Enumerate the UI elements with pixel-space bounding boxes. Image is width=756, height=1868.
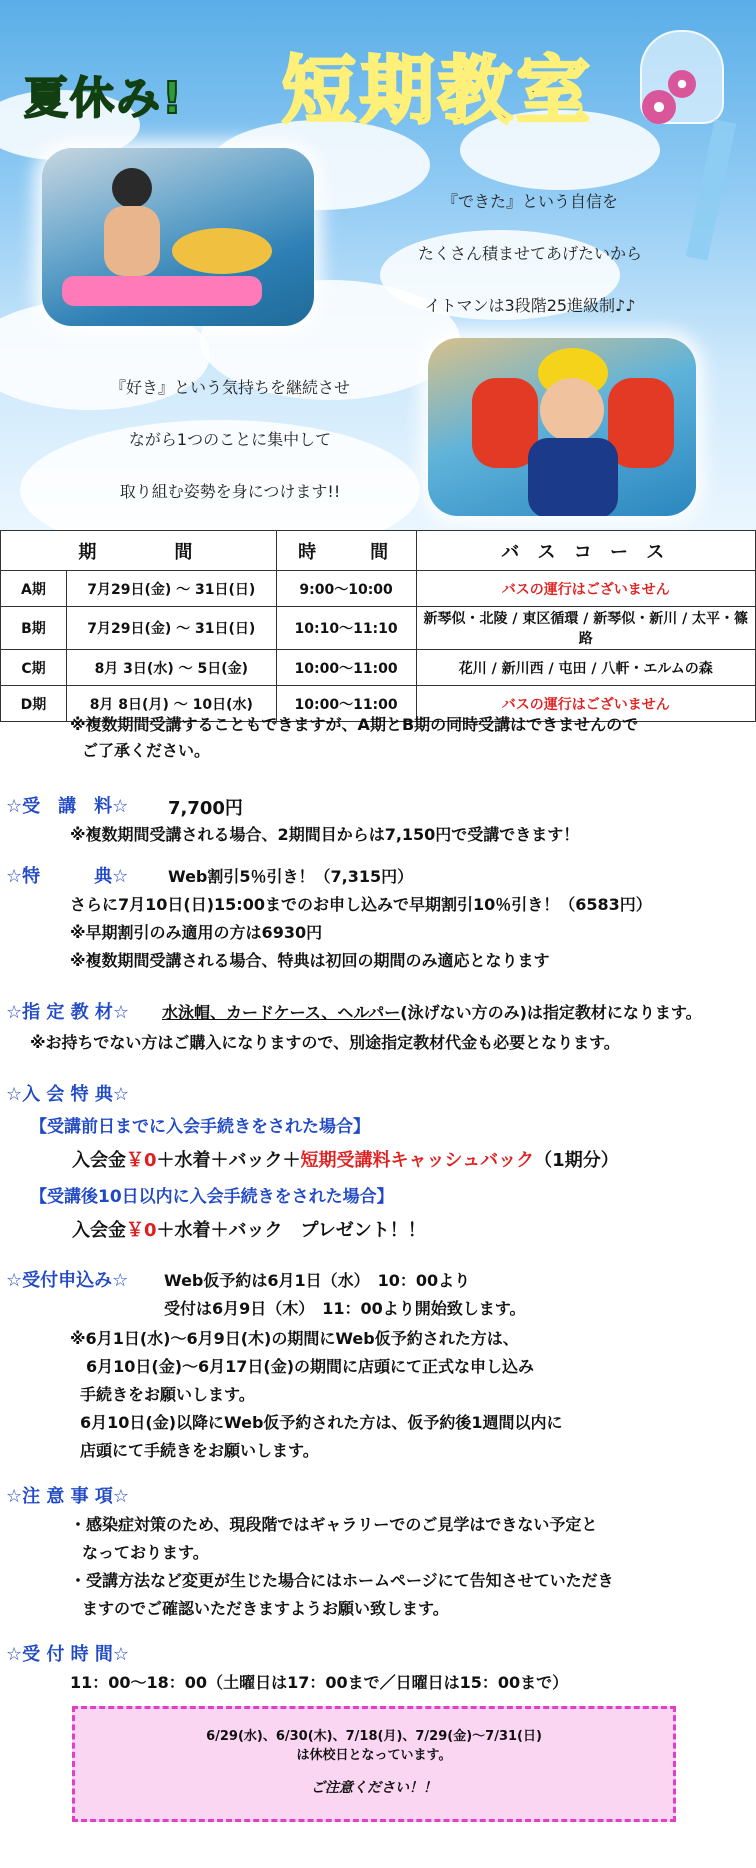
apply-detail: ※6月1日(水)～6月9日(木)の期間にWeb仮予約された方は、	[70, 1329, 519, 1348]
apply-detail: 6月10日(金)以降にWeb仮予約された方は、仮予約後1週間以内に	[80, 1413, 563, 1432]
row-time: 10:00～11:00	[276, 650, 416, 686]
bonus-label: ☆特 典☆	[6, 866, 129, 887]
table-row	[1, 650, 756, 686]
wind-chime-strip	[686, 119, 737, 261]
row-label: B期	[1, 607, 67, 650]
photo-kids-pool	[42, 148, 314, 326]
materials-items: 水泳帽、カードケース、ヘルパー	[162, 1003, 401, 1022]
caution-label: ☆注 意 事 項☆	[6, 1486, 130, 1507]
caution-line: ますのでご確認いただきますようお願い致します。	[82, 1599, 449, 1618]
apply-line: Web仮予約は6月1日（水） 10：00より	[164, 1271, 471, 1290]
header-bus: バ ス コ ー ス	[416, 531, 755, 571]
apply-detail: 手続きをお願いします。	[80, 1385, 255, 1404]
row-bus: バスの運行はございません	[416, 686, 755, 722]
join-case1: 【受講前日までに入会手続きをされた場合】	[30, 1117, 370, 1137]
morning-glory-icon	[668, 70, 696, 98]
join-zero: ￥0	[126, 1150, 157, 1171]
catchcopy-line: 『好き』という気持ちを継続させ	[109, 378, 350, 397]
catchcopy-line: 取り組む姿勢を身につけます!!	[119, 482, 341, 501]
notice-caution: ご注意ください！！	[311, 1780, 437, 1796]
join-text: 入会金	[72, 1150, 126, 1171]
photo-child-armbands	[428, 338, 696, 516]
bonus-line: さらに7月10日(日)15:00までのお申し込みで早期割引10％引き！（6583円）	[70, 895, 652, 914]
apply-detail: 6月10日(金)～6月17日(金)の期間に店頭にて正式な申し込み	[86, 1357, 535, 1376]
row-bus: 新琴似・北陵 / 東区循環 / 新琴似・新川 / 太平・篠路	[416, 607, 755, 650]
caution-line: なっております。	[82, 1543, 209, 1562]
table-header-row	[1, 531, 756, 571]
join-case1-detail	[72, 1146, 619, 1172]
row-label: C期	[1, 650, 67, 686]
join-text: ＋水着＋バック プレゼント！！	[156, 1220, 426, 1241]
schedule-note: ご了承ください。	[82, 741, 211, 760]
fee-value: 7,700円	[168, 798, 243, 819]
row-period: 7月29日(金) ～ 31日(日)	[66, 607, 276, 650]
materials-note: ※お持ちでない方はご購入になりますので、別途指定教材代金も必要となります。	[30, 1033, 620, 1052]
fee-note: ※複数期間受講される場合、2期間目からは7,150円で受講できます！	[70, 825, 580, 844]
join-cashback: 短期受講料キャッシュバック	[300, 1150, 535, 1171]
notice-line: は休校日となっています。	[296, 1748, 452, 1763]
materials-items-suffix: (泳げない方のみ)は指定教材になります。	[400, 1003, 702, 1022]
apply-detail: 店頭にて手続きをお願いします。	[80, 1441, 319, 1460]
header-time: 時 間	[276, 531, 416, 571]
header-period: 期 間	[1, 531, 277, 571]
catchcopy-line: ながら1つのことに集中して	[128, 430, 332, 449]
schedule-table	[0, 530, 756, 722]
join-text: 入会金	[72, 1220, 126, 1241]
row-bus: 花川 / 新川西 / 屯田 / 八軒・エルムの森	[416, 650, 755, 686]
bonus-line: ※複数期間受講される場合、特典は初回の期間のみ適応となります	[70, 951, 550, 970]
caution-line: ・感染症対策のため、現段階ではギャラリーでのご見学はできない予定と	[70, 1515, 598, 1534]
join-label: ☆入 会 特 典☆	[6, 1084, 130, 1105]
row-time: 9:00～10:00	[276, 571, 416, 607]
title-short-course: 短期教室	[282, 48, 594, 134]
hours-value: 11：00～18：00（土曜日は17：00まで／日曜日は15：00まで）	[70, 1673, 569, 1692]
bonus-value: Web割引5％引き！（7,315円）	[168, 867, 414, 886]
row-time: 10:00～11:00	[276, 686, 416, 722]
join-text: ＋水着＋バック＋	[156, 1150, 301, 1171]
apply-label: ☆受付申込み☆	[6, 1270, 129, 1291]
hours-label: ☆受 付 時 間☆	[6, 1644, 130, 1665]
hero-banner	[0, 0, 756, 530]
bonus-line: ※早期割引のみ適用の方は6930円	[70, 923, 323, 942]
morning-glory-icon	[642, 90, 676, 124]
fee-label: ☆受 講 料☆	[6, 796, 129, 817]
row-time: 10:10～11:10	[276, 607, 416, 650]
join-case2: 【受講後10日以内に入会手続きをされた場合】	[30, 1187, 394, 1207]
row-period: 8月 8日(月) ～ 10日(水)	[66, 686, 276, 722]
join-case2-detail	[72, 1216, 426, 1242]
notice-line: 6/29(水)、6/30(木)、7/18(月)、7/29(金)～7/31(日)	[206, 1729, 542, 1744]
catchcopy-left	[80, 362, 380, 518]
row-period: 7月29日(金) ～ 31日(日)	[66, 571, 276, 607]
catchcopy-right	[370, 176, 690, 332]
table-row	[1, 607, 756, 650]
join-text: （1期分）	[534, 1150, 619, 1171]
catchcopy-line: イトマンは3段階25進級制♪♪	[424, 296, 636, 315]
materials-label: ☆指 定 教 材☆	[6, 1002, 130, 1023]
catchcopy-line: 『できた』という自信を	[441, 192, 618, 211]
materials-line	[162, 1000, 702, 1023]
holiday-notice-box	[72, 1706, 676, 1822]
table-row	[1, 571, 756, 607]
apply-line: 受付は6月9日（木） 11：00より開始致します。	[164, 1299, 526, 1318]
row-label: A期	[1, 571, 67, 607]
schedule-note: ※複数期間受講することもできますが、A期とB期の同時受講はできませんので	[70, 715, 639, 734]
row-period: 8月 3日(水) ～ 5日(金)	[66, 650, 276, 686]
title-summer: 夏休み!	[24, 73, 185, 124]
join-zero: ￥0	[126, 1220, 157, 1241]
caution-line: ・受講方法など変更が生じた場合にはホームページにて告知させていただき	[70, 1571, 614, 1590]
row-bus: バスの運行はございません	[416, 571, 755, 607]
row-label: D期	[1, 686, 67, 722]
catchcopy-line: たくさん積ませてあげたいから	[417, 244, 642, 263]
